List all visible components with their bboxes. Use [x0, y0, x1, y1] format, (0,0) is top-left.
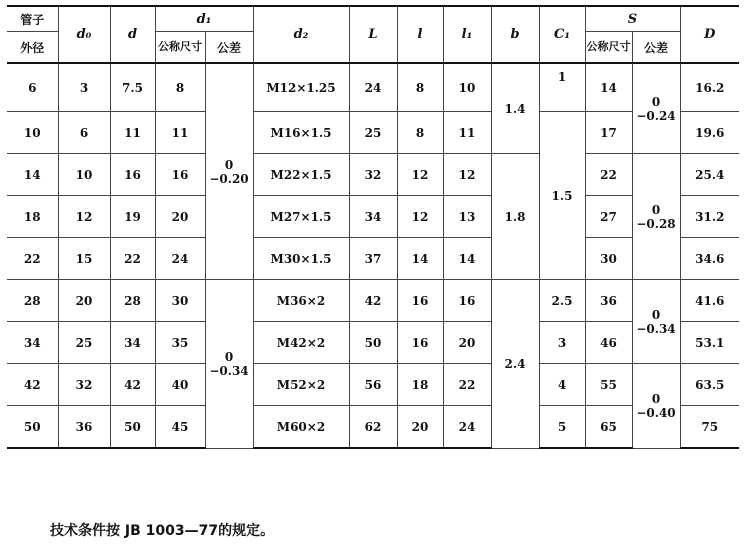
header-S-nominal: 公称尺寸 [585, 32, 632, 64]
header-d1-nominal: 公称尺寸 [155, 32, 205, 64]
cell-d: 50 [110, 406, 155, 449]
cell-S-tol-a [632, 63, 680, 154]
S-tol-upper: 0 [651, 202, 661, 217]
S-tol-lower: −0.34 [636, 321, 676, 336]
cell-D: 41.6 [680, 280, 739, 322]
cell-D: 75 [680, 406, 739, 449]
cell-od: 42 [7, 364, 58, 406]
cell-od: 6 [7, 63, 58, 112]
header-d: d [110, 6, 155, 63]
cell-d1: 24 [155, 238, 205, 280]
cell-S: 30 [585, 238, 632, 280]
cell-d1-tol-b [205, 280, 253, 449]
cell-d0: 15 [58, 238, 110, 280]
cell-d1: 40 [155, 364, 205, 406]
cell-d2: M52×2 [253, 364, 349, 406]
d1-tol-lower: −0.34 [209, 363, 249, 378]
cell-L: 25 [349, 112, 397, 154]
header-l1: l₁ [443, 6, 491, 63]
cell-d2: M27×1.5 [253, 196, 349, 238]
cell-S: 46 [585, 322, 632, 364]
cell-d0: 12 [58, 196, 110, 238]
cell-L: 56 [349, 364, 397, 406]
header-C1: C₁ [539, 6, 585, 63]
cell-l1: 20 [443, 322, 491, 364]
cell-S: 17 [585, 112, 632, 154]
cell-D: 63.5 [680, 364, 739, 406]
d1-tol-lower: −0.20 [209, 171, 249, 186]
header-S: S [585, 6, 680, 32]
cell-S-tol-b [632, 154, 680, 280]
cell-d: 7.5 [110, 63, 155, 112]
header-pipe-od-2: 外径 [7, 32, 58, 64]
cell-l: 16 [397, 280, 443, 322]
cell-od: 50 [7, 406, 58, 449]
cell-d0: 6 [58, 112, 110, 154]
cell-d2: M36×2 [253, 280, 349, 322]
cell-d: 22 [110, 238, 155, 280]
header-S-tol: 公差 [632, 32, 680, 64]
cell-D: 19.6 [680, 112, 739, 154]
cell-d1: 20 [155, 196, 205, 238]
header-b: b [491, 6, 539, 63]
cell-d: 28 [110, 280, 155, 322]
cell-D: 53.1 [680, 322, 739, 364]
cell-l: 20 [397, 406, 443, 449]
cell-d0: 25 [58, 322, 110, 364]
cell-L: 24 [349, 63, 397, 112]
cell-l: 16 [397, 322, 443, 364]
cell-d2: M60×2 [253, 406, 349, 449]
cell-l1: 10 [443, 63, 491, 112]
cell-d2: M22×1.5 [253, 154, 349, 196]
cell-d1: 45 [155, 406, 205, 449]
cell-l: 18 [397, 364, 443, 406]
cell-S-tol-c [632, 280, 680, 364]
cell-C1-d: 3 [539, 322, 585, 364]
spec-table [7, 5, 739, 449]
d1-tol-upper: 0 [224, 157, 234, 172]
cell-od: 28 [7, 280, 58, 322]
cell-b-c: 2.4 [491, 280, 539, 449]
cell-d: 11 [110, 112, 155, 154]
cell-L: 62 [349, 406, 397, 449]
header-L: L [349, 6, 397, 63]
cell-d2: M16×1.5 [253, 112, 349, 154]
cell-d: 19 [110, 196, 155, 238]
cell-C1-b: 1.5 [539, 112, 585, 280]
cell-l1: 12 [443, 154, 491, 196]
cell-d: 16 [110, 154, 155, 196]
cell-d0: 32 [58, 364, 110, 406]
cell-D: 16.2 [680, 63, 739, 112]
cell-L: 37 [349, 238, 397, 280]
cell-L: 42 [349, 280, 397, 322]
footnote: 技术条件按 JB 1003—77的规定。 [50, 523, 275, 539]
cell-D: 25.4 [680, 154, 739, 196]
cell-l1: 13 [443, 196, 491, 238]
cell-l1: 22 [443, 364, 491, 406]
cell-d1: 8 [155, 63, 205, 112]
cell-S: 22 [585, 154, 632, 196]
cell-d2: M42×2 [253, 322, 349, 364]
cell-D: 31.2 [680, 196, 739, 238]
cell-od: 22 [7, 238, 58, 280]
cell-L: 32 [349, 154, 397, 196]
cell-l: 14 [397, 238, 443, 280]
cell-od: 18 [7, 196, 58, 238]
S-tol-upper: 0 [651, 307, 661, 322]
cell-l1: 14 [443, 238, 491, 280]
cell-l: 8 [397, 63, 443, 112]
cell-l1: 16 [443, 280, 491, 322]
cell-od: 14 [7, 154, 58, 196]
S-tol-upper: 0 [651, 94, 661, 109]
cell-d0: 36 [58, 406, 110, 449]
cell-l: 12 [397, 154, 443, 196]
cell-C1-f: 5 [539, 406, 585, 449]
cell-d1: 35 [155, 322, 205, 364]
d1-tol-upper: 0 [224, 349, 234, 364]
cell-d2: M12×1.25 [253, 63, 349, 112]
cell-S: 36 [585, 280, 632, 322]
cell-od: 34 [7, 322, 58, 364]
cell-b-b: 1.8 [491, 154, 539, 280]
cell-d: 42 [110, 364, 155, 406]
cell-S-tol-d [632, 364, 680, 449]
header-d0: d₀ [58, 6, 110, 63]
cell-d1: 16 [155, 154, 205, 196]
cell-l1: 24 [443, 406, 491, 449]
S-tol-lower: −0.24 [636, 108, 676, 123]
cell-S: 27 [585, 196, 632, 238]
cell-d2: M30×1.5 [253, 238, 349, 280]
cell-od: 10 [7, 112, 58, 154]
cell-S: 14 [585, 63, 632, 112]
cell-S: 65 [585, 406, 632, 449]
cell-C1-c: 2.5 [539, 280, 585, 322]
header-l: l [397, 6, 443, 63]
cell-b-a: 1.4 [491, 63, 539, 154]
cell-l1: 11 [443, 112, 491, 154]
header-pipe-od-1: 管子 [7, 6, 58, 32]
cell-C1-a: 1 [539, 63, 585, 112]
cell-S: 55 [585, 364, 632, 406]
S-tol-upper: 0 [651, 391, 661, 406]
cell-l: 8 [397, 112, 443, 154]
cell-D: 34.6 [680, 238, 739, 280]
header-d2: d₂ [253, 6, 349, 63]
S-tol-lower: −0.28 [636, 216, 676, 231]
cell-C1-e: 4 [539, 364, 585, 406]
S-tol-lower: −0.40 [636, 405, 676, 420]
cell-l: 12 [397, 196, 443, 238]
cell-d1: 30 [155, 280, 205, 322]
cell-d0: 3 [58, 63, 110, 112]
cell-L: 50 [349, 322, 397, 364]
header-d1-tol: 公差 [205, 32, 253, 64]
cell-d0: 20 [58, 280, 110, 322]
header-d1: d₁ [155, 6, 253, 32]
cell-d1-tol-a [205, 63, 253, 280]
header-D: D [680, 6, 739, 63]
cell-d0: 10 [58, 154, 110, 196]
cell-d1: 11 [155, 112, 205, 154]
cell-L: 34 [349, 196, 397, 238]
cell-d: 34 [110, 322, 155, 364]
